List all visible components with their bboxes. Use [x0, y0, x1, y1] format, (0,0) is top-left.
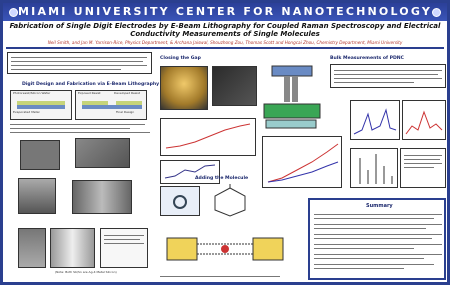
molecule-diagram [160, 186, 200, 216]
molecule-structure [205, 184, 255, 218]
section-adding-title: Adding the Molecule [195, 176, 249, 181]
spectrum-chart [350, 100, 400, 140]
gap-chart [160, 118, 256, 156]
section-gap-title: Closing the Gap [160, 56, 201, 61]
section-digit-title: Digit Design and Fabrication via E-Beam Lithography [22, 82, 160, 87]
note-label: (Note: Both Sb/Sn are Ag-4 Metal Silicon) [55, 270, 117, 274]
summary-box [308, 198, 446, 280]
chip-photo [160, 66, 208, 110]
summary-title: Summary [366, 203, 393, 209]
header-banner [3, 3, 447, 21]
spectrum-chart-2 [402, 100, 446, 140]
iv-curve-chart [262, 136, 342, 188]
sem-image-4 [72, 180, 132, 214]
sem-image-3 [18, 178, 56, 214]
wire-bond-photo [212, 66, 257, 106]
sem-image-1 [20, 140, 60, 170]
section-bulk-title: Bulk Measurements of PDNC [330, 56, 405, 61]
poster-title: Fabrication of Single Digit Electrodes by E-Beam Lithography for Coupled Raman Spectroscopy and Electrical Conductivity Measurements of Single Molecules [9, 22, 441, 38]
abstract-box [7, 52, 152, 74]
caption-box [100, 228, 148, 268]
mass-spec-chart [350, 148, 398, 188]
bulk-caption-box [400, 148, 446, 188]
university-seal-icon [432, 8, 441, 17]
fab-step-diagram: Photoresist/Silicon Wafer Evaporated Metal [10, 90, 72, 120]
apparatus-diagram [262, 62, 322, 132]
banner-title: MIAMI UNIVERSITY CENTER FOR NANOTECHNOLOGY [18, 5, 432, 18]
header-divider [6, 47, 444, 49]
fab-step-diagram-2: Exposed Resist Developed Resist Final Design [75, 90, 147, 120]
sem-image-6 [50, 228, 95, 268]
energy-diagram [165, 230, 285, 270]
bulk-text-box [330, 64, 446, 88]
sem-image-2 [75, 138, 130, 168]
sem-image-5 [18, 228, 46, 268]
poster-authors: Neil Smith, and Jan M. Yarrison-Rice, Physics Department, & Archana Jaiswal, Shouzhong Zou, Thomas Scott and Hongcai Zhou, Chemistry Department, Miami University [47, 40, 403, 45]
